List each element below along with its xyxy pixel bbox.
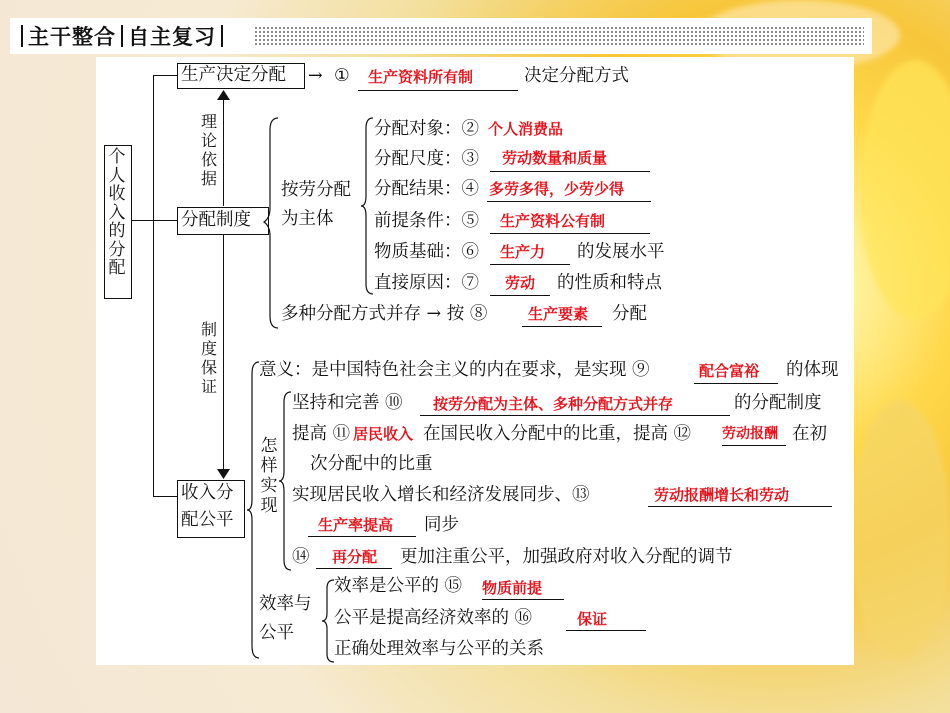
multi-distribution-suffix: 分配	[612, 304, 647, 324]
answer-underline	[490, 171, 650, 172]
answer-underline	[694, 383, 778, 384]
efficiency-fairness-label-1: 效率与	[259, 594, 312, 614]
answer-underline	[522, 326, 602, 327]
answer-3: 劳动数量和质量	[502, 149, 608, 167]
row1-number: ①	[334, 66, 350, 86]
multi-distribution-label: 多种分配方式并存 → 按 ⑧	[281, 304, 488, 324]
answer-underline	[648, 506, 832, 507]
answer-underline	[308, 536, 416, 537]
connector	[153, 496, 177, 497]
item-label: 分配对象：②	[374, 119, 479, 139]
header-divider	[121, 25, 123, 47]
answer-9: 配合富裕	[699, 362, 760, 380]
efficiency-line3: 正确处理效率与公平的关系	[334, 639, 544, 659]
background-flower-glow	[850, 400, 950, 660]
row1-suffix: 决定分配方式	[524, 66, 629, 86]
connector	[153, 220, 177, 221]
label-labor-main-2: 为主体	[281, 209, 334, 229]
how-line1-label: 坚持和完善 ⑩	[292, 393, 403, 413]
answer-10: 按劳分配为主体、多种分配方式并存	[433, 395, 674, 413]
answer-8: 生产要素	[528, 305, 589, 323]
header-divider	[221, 25, 223, 47]
header-divider	[21, 25, 23, 47]
efficiency-line2-label: 公平是提高经济效率的 ⑯	[334, 608, 533, 628]
connector	[153, 75, 154, 496]
header-title-part1: 主干整合	[28, 25, 116, 49]
how-line2-prefix: 提高 ⑪	[292, 424, 351, 444]
label-system-guarantee: 制度保证	[200, 320, 217, 396]
background-flower-glow	[860, 60, 950, 320]
root-node-label: 个人收入的分配	[108, 147, 126, 278]
how-line1-suffix: 的分配制度	[734, 393, 822, 413]
answer-underline	[420, 415, 730, 416]
how-to-achieve-label: 怎样实现	[260, 436, 278, 516]
item-label: 物质基础：⑥	[374, 242, 479, 262]
item-label: 直接原因：⑦	[374, 273, 479, 293]
answer-underline	[490, 295, 550, 296]
how-line6-number: ⑭	[292, 547, 310, 567]
answer-underline	[487, 201, 651, 202]
answer-underline	[722, 445, 786, 446]
header-title	[16, 21, 228, 51]
answer-13: 劳动报酬增长和劳动	[654, 486, 790, 504]
item-suffix: 的性质和特点	[557, 273, 662, 293]
connector	[131, 220, 153, 221]
node-production-determines-label: 生产决定分配	[181, 65, 286, 85]
arrow-down-icon	[217, 469, 230, 479]
arrow-theory-basis	[223, 98, 224, 206]
header-dot-pattern	[254, 26, 864, 46]
how-line2-suffix: 在初	[792, 424, 827, 444]
how-line3: 次分配中的比重	[310, 454, 433, 474]
item-label: 分配结果：④	[374, 179, 479, 199]
answer-underline	[490, 264, 570, 265]
answer-4: 多劳多得，少劳少得	[489, 180, 625, 198]
how-line5-suffix: 同步	[424, 515, 459, 535]
answer-underline	[566, 630, 646, 631]
answer-16: 保证	[577, 610, 608, 628]
answer-underline	[316, 568, 392, 569]
significance-suffix: 的体现	[786, 360, 839, 380]
significance-label: 意义：是中国特色社会主义的内在要求，是实现 ⑨	[259, 360, 650, 380]
answer-11: 居民收入	[353, 425, 414, 443]
how-line6-suffix: 更加注重公平，加强政府对收入分配的调节	[400, 547, 733, 567]
brace-icon	[268, 118, 280, 328]
item-label: 前提条件：⑤	[374, 211, 479, 231]
arrow-system-guarantee	[223, 234, 224, 470]
brace-icon	[282, 392, 292, 570]
answer-5: 生产资料公有制	[500, 212, 606, 230]
how-line2-middle: 在国民收入分配中的比重，提高 ⑫	[423, 424, 692, 444]
item-label: 分配尺度：③	[374, 149, 479, 169]
section-header	[10, 18, 872, 54]
efficiency-line1-label: 效率是公平的 ⑮	[334, 576, 463, 596]
answer-underline	[482, 599, 564, 600]
brace-icon	[364, 118, 374, 294]
answer-15: 物质前提	[482, 579, 543, 597]
node-distribution-system-label: 分配制度	[181, 210, 251, 230]
answer-6: 生产力	[500, 243, 546, 261]
label-labor-main-1: 按劳分配	[281, 180, 351, 200]
answer-12: 劳动报酬	[722, 426, 778, 442]
answer-13-continued: 生产率提高	[318, 516, 394, 534]
arrow-right-icon: →	[308, 66, 323, 86]
answer-1: 生产资料所有制	[368, 68, 474, 86]
node-income-fairness-label-2: 配公平	[181, 510, 234, 530]
node-income-fairness-label-1: 收入分	[181, 483, 234, 503]
item-suffix: 的发展水平	[577, 242, 665, 262]
answer-underline	[490, 233, 650, 234]
header-title-part2: 自主复习	[128, 25, 216, 49]
answer-underline	[358, 90, 518, 91]
arrow-up-icon	[217, 90, 230, 100]
efficiency-fairness-label-2: 公平	[259, 623, 294, 643]
answer-14: 再分配	[332, 548, 378, 566]
answer-7: 劳动	[505, 274, 536, 292]
label-theory-basis: 理论依据	[200, 112, 217, 188]
answer-2: 个人消费品	[488, 120, 564, 138]
how-line4-label: 实现居民收入增长和经济发展同步、⑬	[292, 485, 590, 505]
connector	[153, 75, 177, 76]
